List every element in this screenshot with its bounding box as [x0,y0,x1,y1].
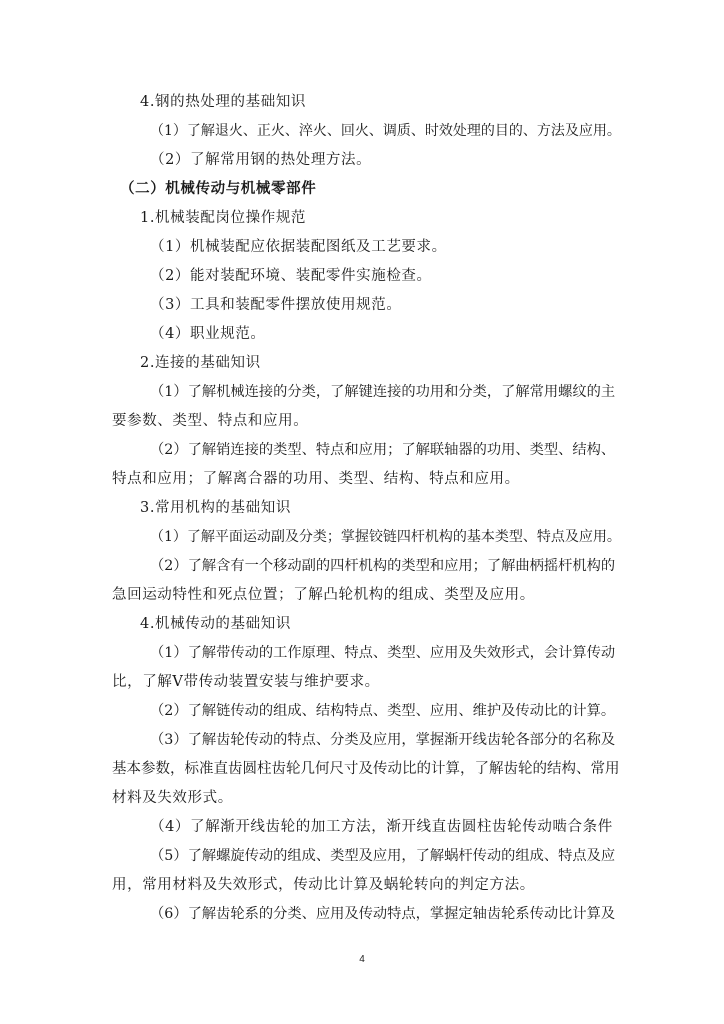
paragraph-line: （2）了解含有一个移动副的四杆机构的类型和应用；了解曲柄摇杆机构的 [150,558,616,574]
paragraph-line: （4）职业规范。 [150,326,266,342]
paragraph-line: （1）机械装配应依据装配图纸及工艺要求。 [150,239,447,255]
paragraph-line: （2）能对装配环境、装配零件实施检查。 [150,268,432,284]
paragraph-line: （3）了解齿轮传动的特点、分类及应用，掌握渐开线齿轮各部分的名称及 [150,732,616,748]
section-item-title: 4.钢的热处理的基础知识 [140,94,307,110]
paragraph-line: （3）工具和装配零件摆放使用规范。 [150,297,402,313]
paragraph-line-continued: 用，常用材料及失效形式，传动比计算及蜗轮转向的判定方法。 [112,877,535,893]
section-item-title: 2.连接的基础知识 [140,355,261,371]
paragraph-line-continued: 特点和应用；了解离合器的功用、类型、结构、特点和应用。 [112,471,520,487]
paragraph-line-continued: 材料及失效形式。 [112,790,233,806]
paragraph-line: （5）了解螺旋传动的组成、类型及应用，了解蜗杆传动的组成、特点及应 [150,848,616,864]
paragraph-line-continued: 要参数、类型、特点和应用。 [112,413,309,429]
paragraph-line: （1）了解带传动的工作原理、特点、类型、应用及失效形式，会计算传动 [150,645,616,661]
paragraph-line: （1）了解退火、正火、淬火、回火、调质、时效处理的目的、方法及应用。 [150,123,621,139]
paragraph-line-continued: 基本参数，标准直齿圆柱齿轮几何尺寸及传动比的计算，了解齿轮的结构、常用 [112,761,620,777]
section-item-title: 1.机械装配岗位操作规范 [140,210,307,226]
section-item-title: 4.机械传动的基础知识 [140,616,291,632]
paragraph-line: （1）了解平面运动副及分类；掌握铰链四杆机构的基本类型、特点及应用。 [150,529,621,545]
paragraph-line: （4）了解渐开线齿轮的加工方法，渐开线直齿圆柱齿轮传动啮合条件 [150,819,613,835]
document-body [112,88,622,929]
paragraph-line: （2）了解常用钢的热处理方法。 [150,152,372,168]
paragraph-line: （2）了解链传动的组成、结构特点、类型、应用、维护及传动比的计算。 [150,703,616,719]
paragraph-line-continued: 急回运动特性和死点位置；了解凸轮机构的组成、类型及应用。 [112,587,535,603]
section-heading: （二）机械传动与机械零部件 [120,181,317,197]
paragraph-line: （2）了解销连接的类型、特点和应用；了解联轴器的功用、类型、结构、 [150,442,616,458]
page-number: 4 [359,954,365,965]
paragraph-line-continued: 比，了解V带传动装置安装与维护要求。 [112,674,380,690]
paragraph-line: （1）了解机械连接的分类，了解键连接的功用和分类，了解常用螺纹的主 [150,384,616,400]
paragraph-line: （6）了解齿轮系的分类、应用及传动特点，掌握定轴齿轮系传动比计算及 [150,906,616,922]
section-item-title: 3.常用机构的基础知识 [140,500,291,516]
